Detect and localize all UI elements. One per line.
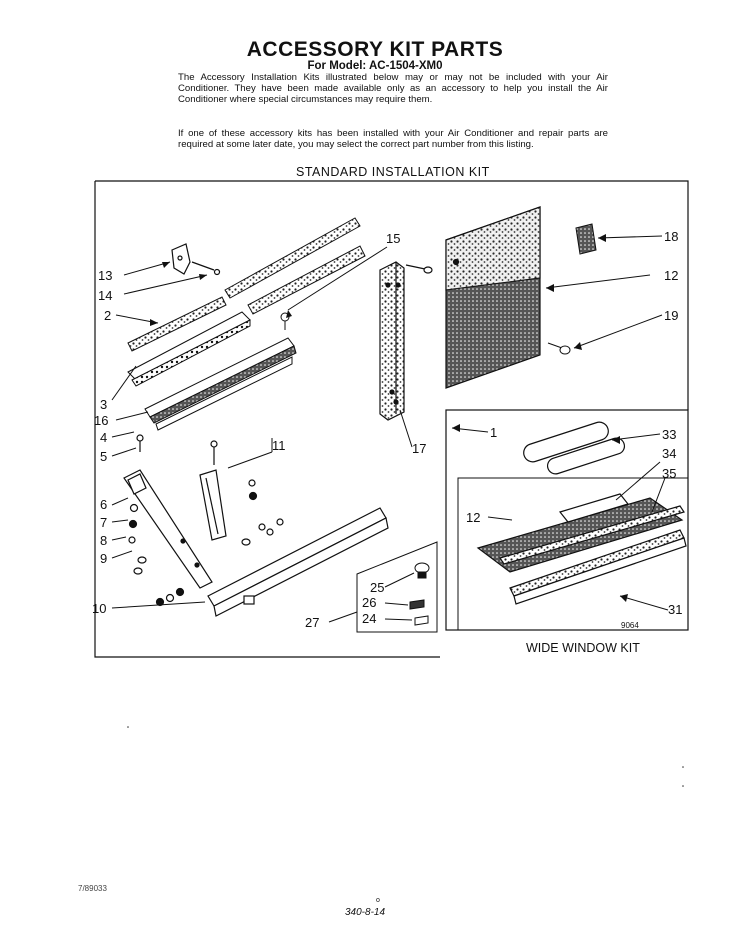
callout-3: 3 <box>100 397 108 412</box>
callout-13: 13 <box>98 268 113 283</box>
kit-code: 9064 <box>621 621 639 630</box>
callout-17: 17 <box>412 441 427 456</box>
support-leg <box>124 435 212 588</box>
callout-1: 1 <box>490 425 498 440</box>
repair-paragraph: If one of these accessory kits has been installed with your Air Conditioner and repair parts are required at some later date, you may select the correct part number from this listing. <box>178 128 608 151</box>
brace-11 <box>200 441 283 545</box>
callout-8: 8 <box>100 533 108 548</box>
callout-26: 26 <box>362 595 377 610</box>
intro-paragraph: The Accessory Installation Kits illustrated below may or may not be included with your Air Conditioner. They have been made available only as an accessory to help you install the Air Conditioner where special circumstances may require them. <box>178 72 608 106</box>
callout-27: 27 <box>305 615 320 630</box>
callout-6: 6 <box>100 497 108 512</box>
callout-12: 12 <box>664 268 679 283</box>
part-18 <box>576 224 596 254</box>
callout-34: 34 <box>662 446 677 461</box>
callout-4: 4 <box>100 430 108 445</box>
callout-18: 18 <box>664 229 679 244</box>
screw-19 <box>548 343 570 354</box>
vertical-post-17 <box>380 262 432 420</box>
wide-panel-12 <box>478 494 686 604</box>
callout-wide-12: 12 <box>466 510 481 525</box>
page-title: ACCESSORY KIT PARTS <box>246 38 504 61</box>
callout-25: 25 <box>370 580 385 595</box>
callout-15: 15 <box>386 231 401 246</box>
seal-strip-33 <box>521 420 626 476</box>
callout-14: 14 <box>98 288 113 303</box>
hardware-pieces <box>410 563 429 625</box>
bracket-13 <box>172 244 220 275</box>
callout-35: 35 <box>662 466 677 481</box>
callout-19: 19 <box>664 308 679 323</box>
wide-kit-title: WIDE WINDOW KIT <box>526 641 640 655</box>
callout-9: 9 <box>100 551 108 566</box>
footer-code: 7/89033 <box>78 884 107 893</box>
callout-5: 5 <box>100 449 108 464</box>
callout-24: 24 <box>362 611 377 626</box>
callout-11: 11 <box>272 438 286 453</box>
channel-rails <box>128 312 296 430</box>
callout-10: 10 <box>92 601 107 616</box>
model-subtitle: For Model: AC-1504-XM0 <box>307 60 443 72</box>
callout-31: 31 <box>668 602 683 617</box>
callout-33: 33 <box>662 427 677 442</box>
callout-16: 16 <box>94 413 109 428</box>
footer-dot: o <box>376 897 380 904</box>
standard-kit-title: STANDARD INSTALLATION KIT <box>296 165 490 179</box>
footer-reference: 340-8-14 <box>345 907 386 918</box>
callout-2: 2 <box>104 308 112 323</box>
callout-7: 7 <box>100 515 108 530</box>
filler-panel-12 <box>446 207 540 388</box>
